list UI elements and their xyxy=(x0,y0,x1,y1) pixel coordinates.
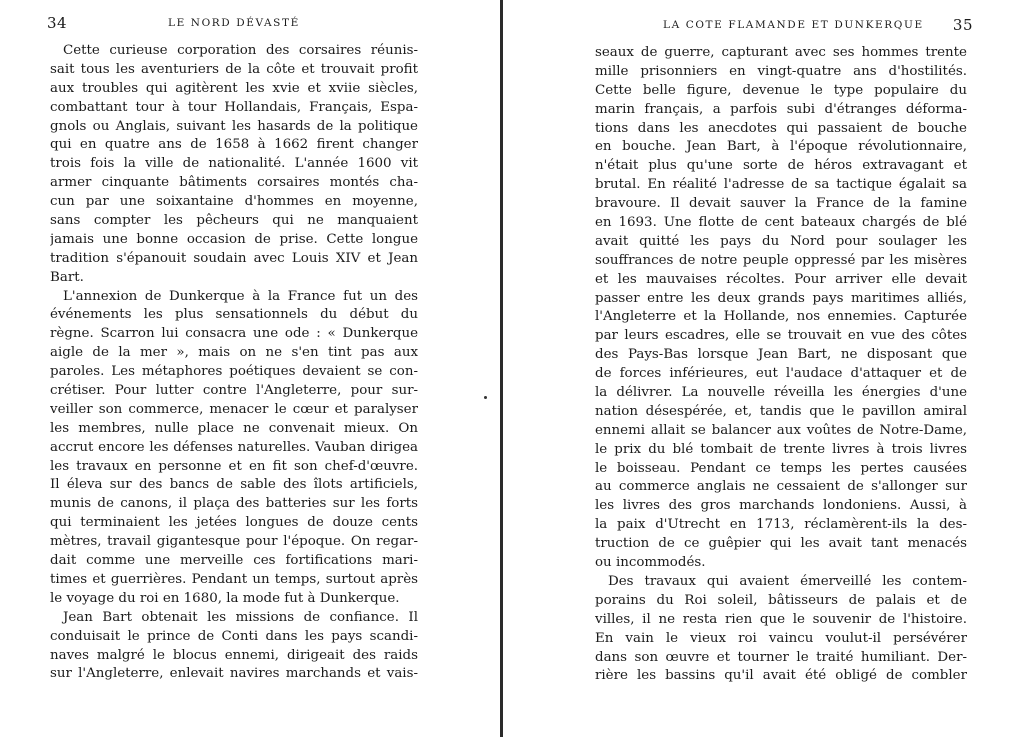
text-line: les livres des gros marchands londoniens. Aussi, à xyxy=(595,498,967,514)
text-line: times et guerrières. Pendant un temps, surtout après xyxy=(50,571,418,587)
text-line: avait quitté les pays du Nord pour soulager les xyxy=(595,233,967,249)
text-line: tradition s'épanouit soudain avec Louis XIV et Jean xyxy=(50,250,418,266)
text-line: et les mauvaises récoltes. Pour arriver elle devait xyxy=(595,271,967,287)
text-line: aigle de la mer », mais on ne s'en tint pas aux xyxy=(50,345,418,361)
text-line: armer cinquante bâtiments corsaires montés cha- xyxy=(50,175,418,191)
text-line: règne. Scarron lui consacra une ode : « Dunkerque xyxy=(50,326,418,342)
text-line: ou incommodés. xyxy=(595,555,706,571)
ink-speck xyxy=(484,396,487,399)
right-page xyxy=(503,0,1024,737)
text-line: le voyage du roi en 1680, la mode fut à Dunkerque. xyxy=(50,590,400,606)
text-line: combattant tour à tour Hollandais, Français, Espa- xyxy=(50,99,418,115)
text-line: conduisait le prince de Conti dans les pays scandi- xyxy=(50,628,418,644)
text-line: crétiser. Pour lutter contre l'Angleterre, pour sur- xyxy=(50,383,418,399)
text-line: tions dans les anecdotes qui passaient de bouche xyxy=(595,120,967,136)
left-page-body xyxy=(50,42,418,684)
text-line: villes, il ne resta rien que le souvenir de l'histoire. xyxy=(595,611,967,627)
text-line: porains du Roi soleil, bâtisseurs de palais et de xyxy=(595,592,967,608)
text-line: paroles. Les métaphores poétiques devaient se con- xyxy=(50,364,418,380)
text-line: ennemi allait se balancer aux voûtes de Notre-Dame, xyxy=(595,422,967,438)
text-line: dans son œuvre et tourner le traité humiliant. Der- xyxy=(595,649,967,665)
text-line: Cette belle figure, devenue le type populaire du xyxy=(595,82,967,98)
text-line: la paix d'Utrecht en 1713, réclamèrent-ils la des- xyxy=(595,517,967,533)
page-number: 34 xyxy=(47,14,68,32)
text-line: Bart. xyxy=(50,269,84,285)
running-head: LA COTE FLAMANDE ET DUNKERQUE xyxy=(663,19,924,31)
text-line: de forces inférieures, eut l'audace d'attaquer et de xyxy=(595,366,967,382)
text-line: gnols ou Anglais, suivant les hasards de la politique xyxy=(50,118,418,134)
running-head: LE NORD DÉVASTÉ xyxy=(168,17,300,29)
left-page xyxy=(0,0,500,737)
text-line: Il éleva sur des bancs de sable des îlots artificiels, xyxy=(50,477,418,493)
text-line: mètres, travail gigantesque pour l'époque. On regar- xyxy=(50,534,418,550)
text-line: naves malgré le blocus ennemi, dirigeait des raids xyxy=(50,647,418,663)
text-line: le boisseau. Pendant ce temps les pertes causées xyxy=(595,460,967,476)
text-line: Jean Bart obtenait les missions de confiance. Il xyxy=(63,609,418,625)
right-page-body xyxy=(595,44,967,686)
text-line: sans compter les pêcheurs qui ne manquaient xyxy=(50,213,418,229)
text-line: nation désespérée, et, tandis que le pavillon amiral xyxy=(595,403,967,419)
text-line: mille prisonniers en vingt-quatre ans d'hostilités. xyxy=(595,63,967,79)
text-line: événements les plus sensationnels du début du xyxy=(50,307,418,323)
text-line: les travaux en personne et en fit son chef-d'œuvre. xyxy=(50,458,418,474)
text-line: en 1693. Une flotte de cent bateaux chargés de blé xyxy=(595,215,967,231)
text-line: la délivrer. La nouvelle réveilla les énergies d'une xyxy=(595,385,967,401)
text-line: veiller son commerce, menacer le cœur et paralyser xyxy=(50,401,418,417)
text-line: par leurs escadres, elle se trouvait en vue des côtes xyxy=(595,328,967,344)
text-line: rière les bassins qu'il avait été obligé de combler xyxy=(595,668,967,684)
text-line: marin français, a parfois subi d'étranges déforma- xyxy=(595,101,967,117)
text-line: en bouche. Jean Bart, à l'époque révolutionnaire, xyxy=(595,139,967,155)
text-line: truction de ce guêpier qui les avait tant menacés xyxy=(595,536,967,552)
text-line: Cette curieuse corporation des corsaires réunis- xyxy=(63,43,418,58)
text-line: l'Angleterre et la Hollande, nos ennemies. Capturée xyxy=(595,309,967,325)
text-line: brutal. En réalité l'adresse de sa tactique égalait sa xyxy=(595,177,967,193)
text-line: trois fois la ville de nationalité. L'année 1600 vit xyxy=(50,156,418,172)
text-line: seaux de guerre, capturant avec ses hommes trente xyxy=(595,45,967,60)
text-line: dait comme une merveille ces fortifications mari- xyxy=(50,553,418,569)
text-line: qui en quatre ans de 1658 à 1662 firent changer xyxy=(50,137,418,153)
text-line: accrut encore les défenses naturelles. Vauban dirigea xyxy=(50,439,418,455)
text-line: aux troubles qui agitèrent les xvie et xviie siècles, xyxy=(50,80,418,96)
text-line: souffrances de notre peuple oppressé par les misères xyxy=(595,252,967,268)
text-line: sait tous les aventuriers de la côte et trouvait profit xyxy=(50,61,418,77)
text-line: bravoure. Il devait sauver la France de la famine xyxy=(595,196,967,212)
text-line: En vain le vieux roi vaincu voulut-il persévérer xyxy=(595,630,967,646)
text-line: Des travaux qui avaient émerveillé les contem- xyxy=(608,573,967,589)
left-page-header xyxy=(47,14,416,36)
text-line: le prix du blé tombait de trente livres à trois livres xyxy=(595,441,967,457)
text-line: cun par une soixantaine d'hommes en moyenne, xyxy=(50,194,418,210)
text-line: sur l'Angleterre, enlevait navires marchands et vais- xyxy=(50,666,418,682)
text-line: passer entre les deux grands pays maritimes alliés, xyxy=(595,290,967,306)
text-line: au commerce anglais ne cessaient de s'allonger sur xyxy=(595,479,967,495)
text-line: les membres, nulle place ne convenait mieux. On xyxy=(50,420,418,436)
text-line: des Pays-Bas lorsque Jean Bart, ne disposant que xyxy=(595,347,967,363)
text-line: qui terminaient les jetées longues de douze cents xyxy=(50,515,418,531)
text-line: jamais une bonne occasion de prise. Cette longue xyxy=(50,231,418,247)
text-line: L'annexion de Dunkerque à la France fut un des xyxy=(63,288,418,304)
text-line: n'était plus qu'une sorte de héros extravagant et xyxy=(595,158,967,174)
text-line: munis de canons, il plaça des batteries sur les forts xyxy=(50,496,418,512)
page-number: 35 xyxy=(952,16,973,34)
right-page-header xyxy=(595,16,973,38)
